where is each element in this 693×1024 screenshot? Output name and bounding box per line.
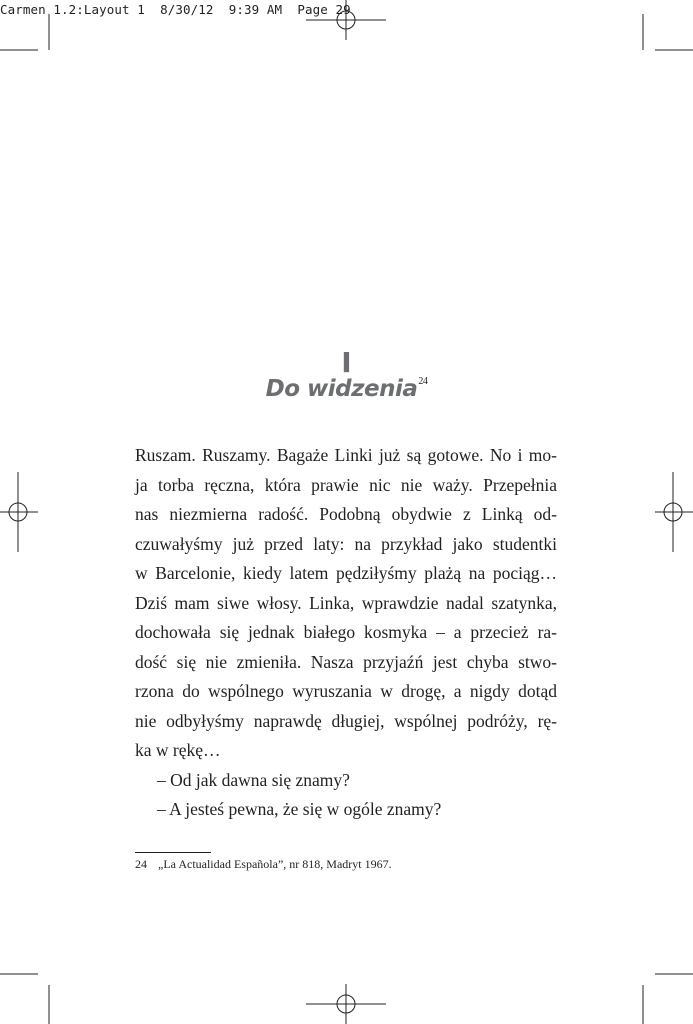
body-line: czuwałyśmy już przed laty: na przykład jako studentki <box>135 533 557 554</box>
dialog-line: – Od jak dawna się znamy? <box>157 769 350 790</box>
footnote-text: „La Actualidad Española”, nr 818, Madryt 1967. <box>158 857 392 871</box>
printer-slug-line: Carmen 1.2:Layout 1 8/30/12 9:39 AM Page 29 <box>0 2 351 17</box>
dialog-line: – A jesteś pewna, że się w ogóle znamy? <box>157 799 442 819</box>
chapter-title <box>0 376 693 402</box>
body-line: dość się nie zmieniła. Nasza przyjaźń jest chyba stwo- <box>135 651 557 672</box>
body-line: dochowała się jednak białego kosmyka – a przecież ra- <box>135 622 557 642</box>
body-line: ka w rękę… <box>135 740 221 760</box>
footnote-rule <box>135 852 211 853</box>
footnote <box>135 857 392 872</box>
registration-mark-right <box>655 472 693 552</box>
chapter-title-text: Do widzenia <box>265 376 418 402</box>
body-line: nas niezmierna radość. Podobną obydwie z Linką od- <box>135 504 557 524</box>
body-line: w Barcelonie, kiedy latem pędziłyśmy plażą na pociąg… <box>135 563 557 583</box>
body-line: nie odbyłyśmy naprawdę długiej, wspólnej podróży, rę- <box>135 710 557 731</box>
footnote-reference: 24 <box>418 376 428 387</box>
body-line: Dziś mam siwe włosy. Linka, wprawdzie nadal szatynka, <box>135 592 557 613</box>
registration-mark-left <box>0 472 38 552</box>
registration-mark-top <box>306 0 386 40</box>
body-text <box>135 441 557 825</box>
body-line: ja torba ręczna, która prawie nic nie waży. Przepełnia <box>135 474 557 495</box>
footnote-number: 24 <box>135 857 147 871</box>
body-line: Ruszam. Ruszamy. Bagaże Linki już są gotowe. No i mo- <box>135 445 557 465</box>
chapter-number: I <box>341 346 352 379</box>
registration-mark-bottom <box>306 984 386 1024</box>
body-line: rzona do wspólnego wyruszania w drogę, a nigdy dotąd <box>135 681 557 701</box>
